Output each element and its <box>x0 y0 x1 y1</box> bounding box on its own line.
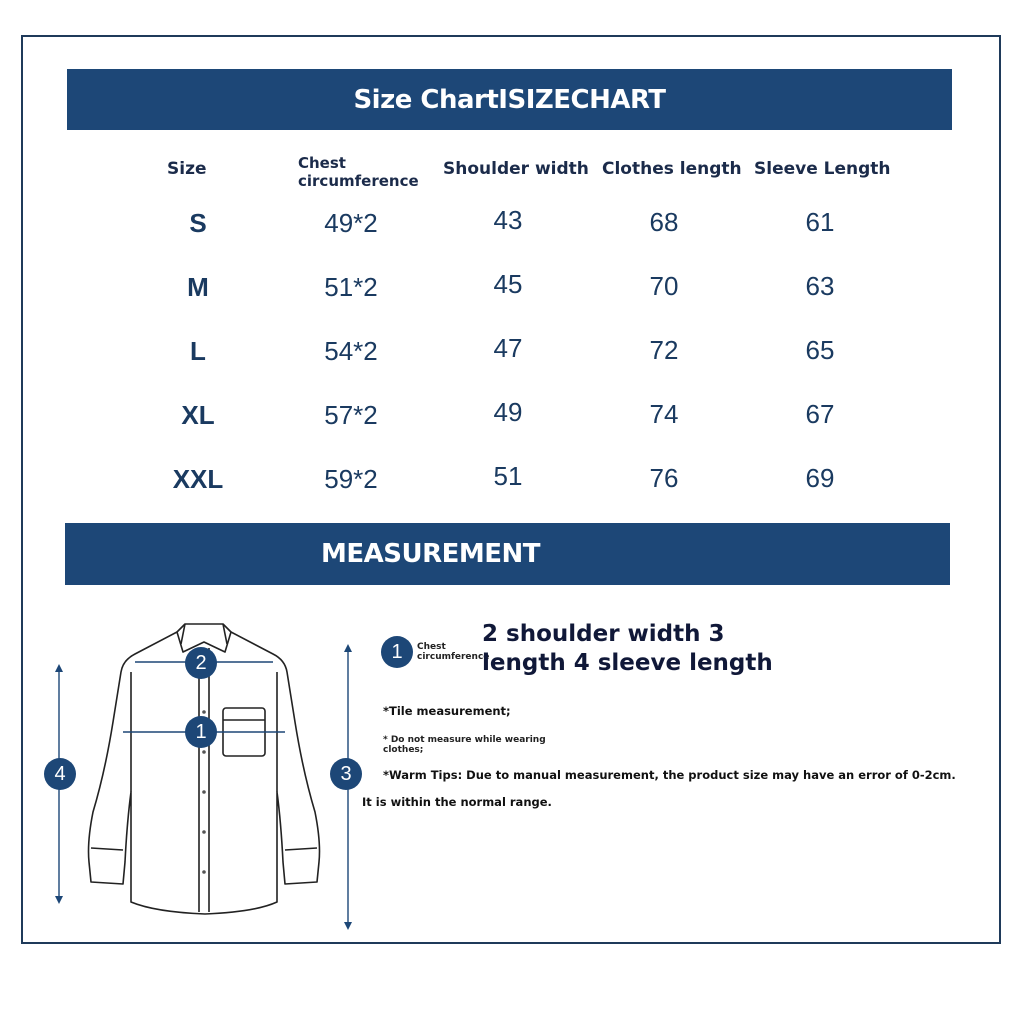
shoulder-cell: 49 <box>493 397 523 427</box>
chest-cell: 54*2 <box>324 336 378 366</box>
note-no-wear-line1: * Do not measure while wearing <box>383 735 546 745</box>
size-cell: XL <box>181 400 215 430</box>
header-sleeve-length: Sleeve Length <box>754 159 891 179</box>
marker-chest: 1 <box>185 716 217 748</box>
legend-desc-line1: 2 shoulder width 3 <box>482 621 725 647</box>
chest-cell: 51*2 <box>324 272 378 302</box>
legend-label-line1: Chest <box>417 642 446 652</box>
chest-cell: 49*2 <box>324 208 378 238</box>
size-chart-title: Size ChartISIZECHART <box>353 84 666 115</box>
length-cell: 72 <box>649 335 679 365</box>
note-no-wear-line2: clothes; <box>383 745 424 755</box>
length-cell: 76 <box>649 463 679 493</box>
sleeve-cell: 67 <box>805 399 835 429</box>
legend-badge: 1 <box>381 636 413 668</box>
legend-description <box>482 620 773 678</box>
header-chest: Chest circumference <box>298 154 419 190</box>
measurement-banner <box>65 523 950 585</box>
chest-cell: 59*2 <box>324 464 378 494</box>
shoulder-cell: 43 <box>493 205 523 235</box>
length-cell: 70 <box>649 271 679 301</box>
size-cell: S <box>189 208 207 238</box>
note-warm-tips: *Warm Tips: Due to manual measurement, the product size may have an error of 0-2cm. <box>383 768 956 782</box>
legend-desc-line2: length 4 sleeve length <box>482 650 773 676</box>
measurement-title: MEASUREMENT <box>321 539 541 569</box>
shoulder-cell: 51 <box>493 461 523 491</box>
length-cell: 74 <box>649 399 679 429</box>
legend-label <box>417 642 489 662</box>
shoulder-cell: 47 <box>493 333 523 363</box>
note-no-wear <box>383 735 546 755</box>
chest-cell: 57*2 <box>324 400 378 430</box>
size-cell: XXL <box>172 464 224 494</box>
legend-label-line2: circumference <box>417 652 490 662</box>
marker-shoulder: 2 <box>185 647 217 679</box>
length-cell: 68 <box>649 207 679 237</box>
note-tile: *Tile measurement; <box>383 704 511 718</box>
sleeve-cell: 69 <box>805 463 835 493</box>
size-chart-banner <box>67 69 952 130</box>
size-cell: L <box>190 336 206 366</box>
marker-sleeve: 4 <box>44 758 76 790</box>
header-shoulder: Shoulder width <box>443 159 589 179</box>
sleeve-cell: 61 <box>805 207 835 237</box>
sleeve-cell: 65 <box>805 335 835 365</box>
header-size: Size <box>167 159 207 179</box>
header-clothes-length: Clothes length <box>602 159 742 179</box>
marker-length: 3 <box>330 758 362 790</box>
shoulder-cell: 45 <box>493 269 523 299</box>
note-normal-range: It is within the normal range. <box>362 795 552 809</box>
sleeve-cell: 63 <box>805 271 835 301</box>
size-cell: M <box>187 272 209 302</box>
